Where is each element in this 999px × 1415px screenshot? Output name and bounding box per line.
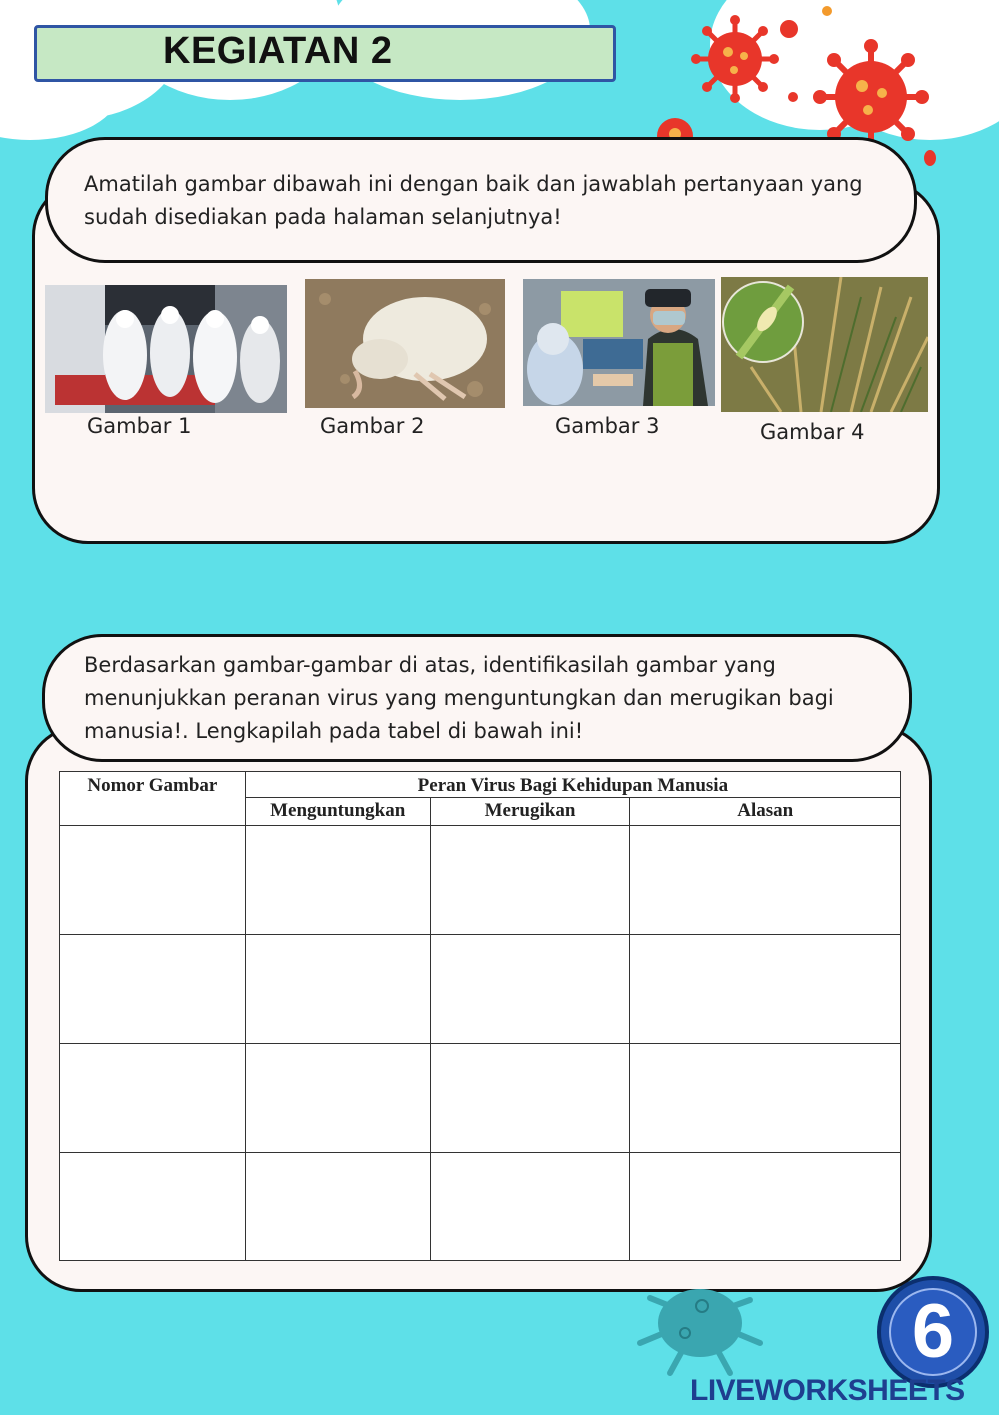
page-title: KEGIATAN 2 (163, 30, 393, 72)
header-peran-virus: Peran Virus Bagi Kehidupan Manusia (245, 772, 900, 798)
answer-cell[interactable] (60, 1153, 246, 1261)
answer-cell[interactable] (430, 826, 630, 935)
table-row (60, 935, 901, 1044)
header-merugikan: Merugikan (430, 798, 630, 826)
answer-cell[interactable] (60, 826, 246, 935)
answer-cell[interactable] (245, 935, 430, 1044)
answer-cell[interactable] (630, 1153, 901, 1261)
instruction-text-2: Berdasarkan gambar-gambar di atas, identifikasilah gambar yang menunjukkan peranan virus yang menguntungkan dan merugikan bagi manusia!. Lengkapilah pada tabel di bawah ini! (84, 653, 834, 743)
caption-gambar-3: Gambar 3 (555, 414, 660, 438)
answer-cell[interactable] (245, 1153, 430, 1261)
table-row (60, 826, 901, 935)
answer-cell[interactable] (430, 1153, 630, 1261)
answer-cell[interactable] (245, 1044, 430, 1153)
page-number-badge (877, 1276, 989, 1388)
instruction-text-1: Amatilah gambar dibawah ini dengan baik dan jawablah pertanyaan yang sudah disediakan pada halaman selanjutnya! (84, 172, 863, 229)
table-row (60, 1044, 901, 1153)
virus-icon (690, 14, 780, 104)
virus-dot-icon (780, 20, 798, 38)
table-row (60, 1153, 901, 1261)
header-nomor-gambar: Nomor Gambar (60, 772, 246, 826)
answer-cell[interactable] (245, 826, 430, 935)
caption-gambar-1: Gambar 1 (87, 414, 192, 438)
answer-cell[interactable] (630, 1044, 901, 1153)
virus-icon (630, 1288, 770, 1378)
page-number: 6 (889, 1288, 977, 1376)
answer-cell[interactable] (630, 935, 901, 1044)
virus-dot-icon (822, 6, 832, 16)
picture-4 (721, 277, 928, 412)
picture-1 (45, 285, 287, 413)
liveworksheets-logo: LIVEWORKSHEETS (690, 1374, 965, 1407)
virus-dot-icon (788, 92, 798, 102)
answer-cell[interactable] (430, 1044, 630, 1153)
answer-cell[interactable] (630, 826, 901, 935)
virus-dot-icon (924, 150, 936, 166)
answer-cell[interactable] (430, 935, 630, 1044)
caption-gambar-2: Gambar 2 (320, 414, 425, 438)
answer-cell[interactable] (60, 935, 246, 1044)
virus-role-table (59, 771, 901, 1261)
picture-2 (305, 279, 505, 408)
caption-gambar-4: Gambar 4 (760, 420, 865, 444)
picture-3 (523, 279, 715, 406)
header-menguntungkan: Menguntungkan (245, 798, 430, 826)
header-alasan: Alasan (630, 798, 901, 826)
answer-cell[interactable] (60, 1044, 246, 1153)
